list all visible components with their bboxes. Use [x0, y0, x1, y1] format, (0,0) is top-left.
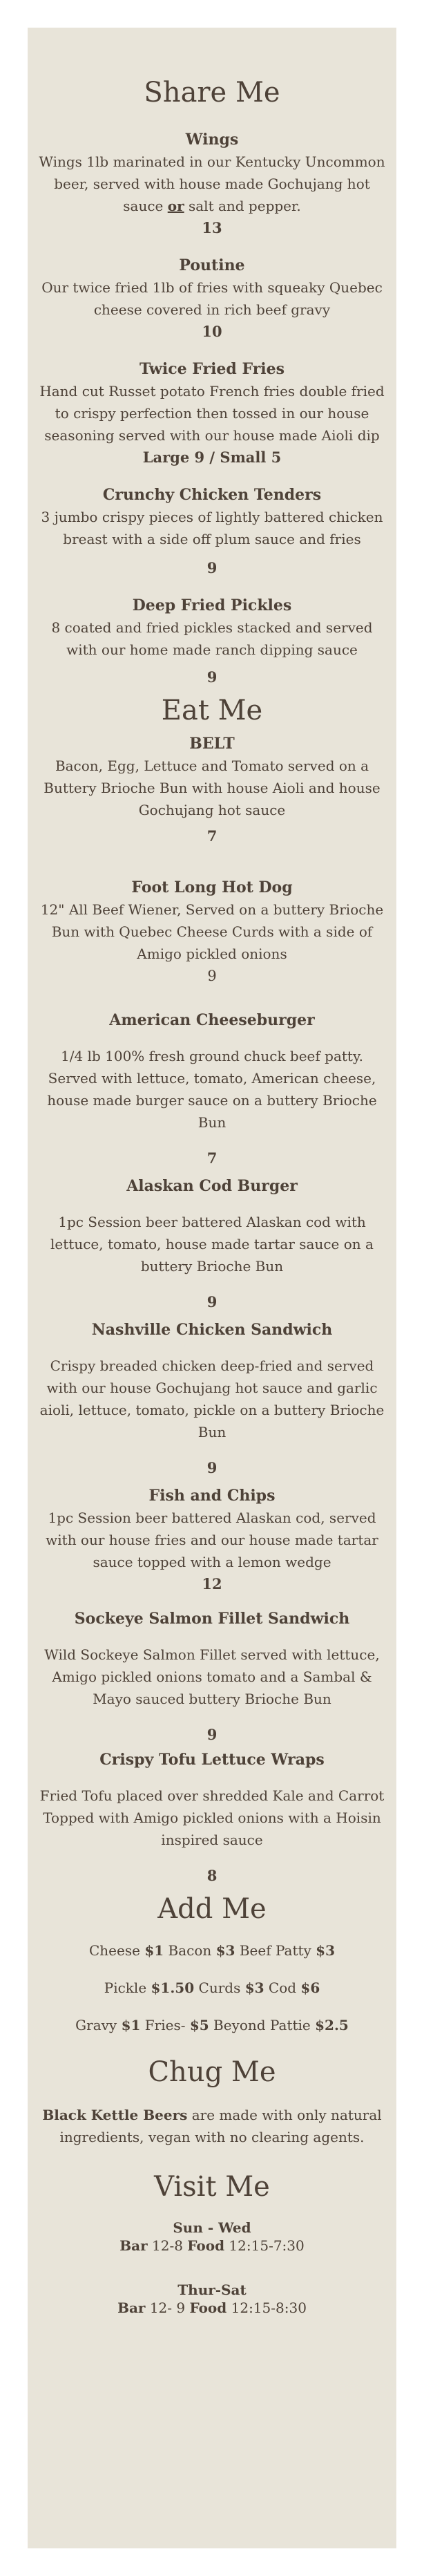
- menu-item: [39, 594, 385, 688]
- section-title-share: Share Me: [144, 77, 280, 109]
- item-name: Sockeye Salmon Fillet Sandwich: [74, 1610, 350, 1628]
- item-name: Alaskan Cod Burger: [126, 1177, 298, 1195]
- section-title-eat: Eat Me: [161, 695, 263, 726]
- item-name: Foot Long Hot Dog: [131, 878, 293, 896]
- item-name: Wings: [185, 131, 239, 149]
- item-description: Our twice fried 1lb of fries with squeaky Quebec cheese covered in rich beef gravy: [41, 279, 383, 318]
- item-price: 9: [206, 1293, 218, 1310]
- hours-days: Thur-Sat: [177, 2282, 247, 2298]
- item-name: Twice Fried Fries: [139, 360, 285, 378]
- menu-item: [39, 254, 385, 343]
- item-price: 13: [202, 219, 222, 236]
- item-price: Large 9 / Small 5: [142, 449, 282, 466]
- menu-item: [39, 1608, 385, 1746]
- menu-item: [39, 484, 385, 579]
- menu-item: [39, 1175, 385, 1313]
- item-price: 9: [206, 1726, 218, 1743]
- hours-days: Sun - Wed: [173, 2219, 251, 2236]
- item-name: Poutine: [179, 256, 245, 274]
- item-price: 7: [206, 1149, 218, 1167]
- menu-item: [39, 876, 385, 987]
- item-description: Wings 1lb marinated in our Kentucky Uncommon beer, served with house made Gochujang hot sauce or salt and pepper.: [39, 153, 385, 214]
- item-description: 1pc Session beer battered Alaskan cod with lettuce, tomato, house made tartar sauce on a buttery Brioche Bun: [50, 1214, 374, 1275]
- hours-block: [39, 2281, 385, 2317]
- addon-row: Pickle $1.50 Curds $3 Cod $6: [104, 1980, 320, 1996]
- item-name: Fish and Chips: [148, 1487, 276, 1505]
- item-name: American Cheeseburger: [109, 1011, 315, 1029]
- section-title-visit: Visit Me: [154, 2171, 270, 2203]
- hours-times: Bar 12-8 Food 12:15-7:30: [119, 2237, 305, 2254]
- item-description: 1pc Session beer battered Alaskan cod, served with our house fries and our house made tartar sauce topped with a lemon wedge: [46, 1510, 378, 1570]
- item-price: 9: [207, 968, 217, 984]
- item-description: 12" All Beef Wiener, Served on a buttery Brioche Bun with Quebec Cheese Curds with a side of Amigo pickled onions: [40, 901, 384, 962]
- menu-item: [39, 1749, 385, 1887]
- menu-item: [39, 1485, 385, 1595]
- menu-item: [39, 733, 385, 847]
- addon-row: Cheese $1 Bacon $3 Beef Patty $3: [88, 1942, 336, 1959]
- item-name: Nashville Chicken Sandwich: [91, 1321, 333, 1339]
- item-name: Crispy Tofu Lettuce Wraps: [99, 1751, 325, 1769]
- section-title-chug: Chug Me: [148, 2056, 276, 2088]
- item-description: Fried Tofu placed over shredded Kale and Carrot Topped with Amigo pickled onions with a Hoisin inspired sauce: [39, 1787, 385, 1848]
- menu-item: [39, 1009, 385, 1169]
- addon-row: Gravy $1 Fries- $5 Beyond Pattie $2.5: [75, 2017, 349, 2033]
- item-price: 7: [206, 827, 218, 845]
- item-price: 9: [206, 1459, 218, 1476]
- item-description: Hand cut Russet potato French fries double fried to crispy perfection then tossed in our house seasoning served with our house made Aioli dip: [39, 383, 385, 444]
- item-description: Bacon, Egg, Lettuce and Tomato served on a Buttery Brioche Bun with house Aioli and house Gochujang hot sauce: [44, 758, 380, 818]
- item-description: Wild Sockeye Salmon Fillet served with lettuce, Amigo pickled onions tomato and a Sambal & Mayo sauced buttery Brioche Bun: [44, 1646, 380, 1707]
- item-description: Crispy breaded chicken deep-fried and served with our house Gochujang hot sauce and garlic aioli, lettuce, tomato, pickle on a buttery Brioche Bun: [39, 1357, 385, 1440]
- item-name: Deep Fried Pickles: [132, 596, 292, 614]
- item-name: BELT: [189, 735, 235, 753]
- item-name: Crunchy Chicken Tenders: [102, 486, 322, 504]
- item-description: 1/4 lb 100% fresh ground chuck beef patty. Served with lettuce, tomato, American cheese, house made burger sauce on a buttery Brioche Bun: [47, 1048, 377, 1131]
- menu-panel: [28, 28, 396, 2548]
- menu-item: [39, 358, 385, 469]
- item-price: 12: [202, 1575, 222, 1592]
- chug-description: Black Kettle Beers are made with only natural ingredients, vegan with no clearing agents.: [42, 2107, 382, 2145]
- menu-item: [39, 129, 385, 239]
- item-price: 8: [206, 1867, 218, 1884]
- section-title-add: Add Me: [157, 1893, 267, 1925]
- hours-block: [39, 2219, 385, 2255]
- menu-item: [39, 1319, 385, 1479]
- item-price: 9: [206, 559, 218, 576]
- hours-times: Bar 12- 9 Food 12:15-8:30: [117, 2300, 307, 2316]
- item-description: 8 coated and fried pickles stacked and served with our home made ranch dipping sauce: [51, 619, 373, 658]
- item-price: 9: [206, 668, 218, 686]
- item-description: 3 jumbo crispy pieces of lightly battered chicken breast with a side off plum sauce and fries: [41, 509, 383, 547]
- item-price: 10: [202, 323, 222, 340]
